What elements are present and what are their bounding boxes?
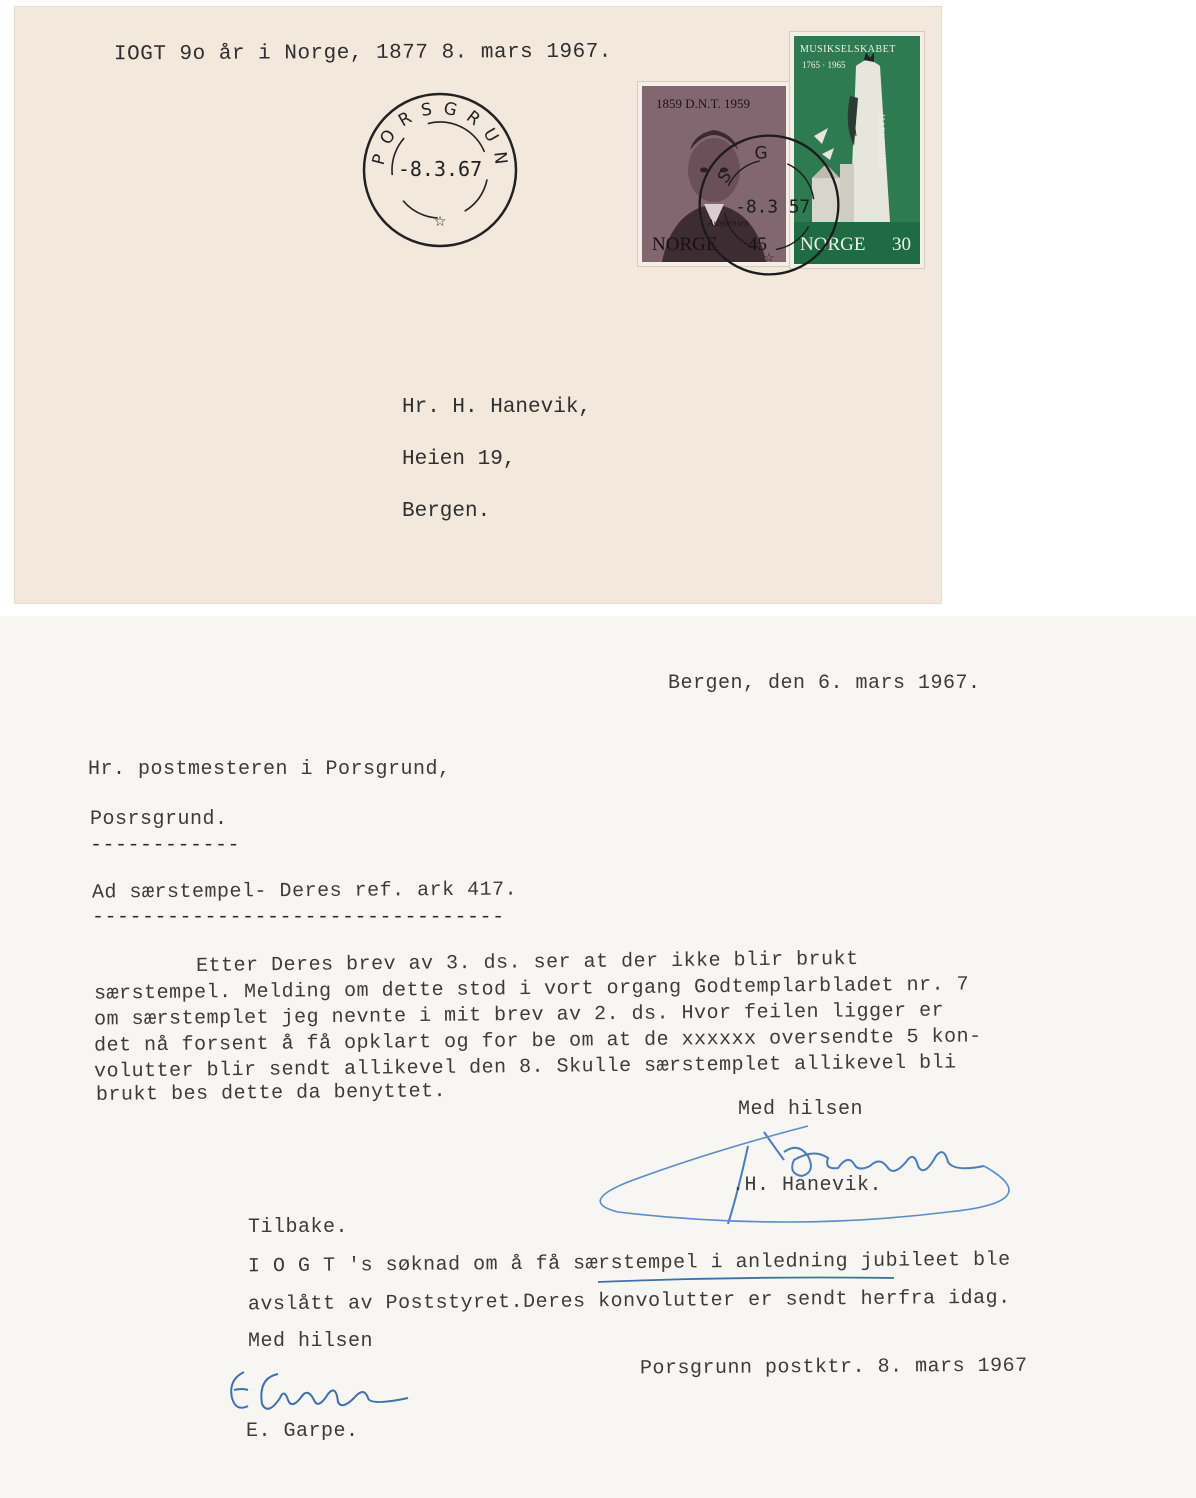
letter-body-line: volutter blir sendt allikevel den 8. Skulle særstemplet allikevel bli	[93, 1051, 957, 1084]
postmark	[360, 90, 520, 250]
svg-text:S G	[713, 142, 779, 187]
reply-line: avslått av Poststyret.Deres konvolutter er sendt herfra idag.	[247, 1286, 1011, 1317]
stamp-cancellation	[694, 130, 844, 280]
letter-subject: Ad særstempel- Deres ref. ark 417.	[91, 878, 518, 905]
postmark-place: PORSGRUN	[368, 98, 512, 176]
envelope	[14, 6, 942, 604]
cancellation-star-icon: ☆	[763, 250, 775, 265]
stamp-dnt-signature: Asbjørnsen	[708, 218, 749, 228]
letter-body-line: særstempel. Melding om dette stod i vort organg Godtemplarbladet nr. 7	[93, 973, 970, 1006]
letter-signer: .H. Hanevik.	[732, 1174, 883, 1197]
letter-city-rule: ------------	[90, 834, 241, 857]
reply-line: I O G T 's søknad om å få særstempel i anledning jubileet ble	[247, 1248, 1011, 1279]
letter-body-line: om særstemplet jeg nevnte i mit brev av 2. ds. Hvor feilen ligger er	[93, 999, 945, 1032]
stamp-harmonien-title: MUSIKSELSKABET	[800, 44, 896, 55]
postmark-star-icon: ☆	[433, 214, 447, 230]
address-street: Heien 19,	[402, 448, 516, 471]
stamp-harmonien-value: 30	[892, 234, 911, 255]
postmark-date: -8.3.67	[397, 157, 483, 181]
envelope-header: IOGT 9o år i Norge, 1877 8. mars 1967.	[113, 40, 612, 67]
letter-recipient: Hr. postmesteren i Porsgrund,	[88, 758, 451, 781]
stamp-dnt-country: NORGE	[652, 234, 718, 255]
reply-closing: Med hilsen	[248, 1330, 374, 1353]
stamp-harmonien-years: 1765 · 1965	[802, 60, 846, 70]
letter-body-line: Etter Deres brev av 3. ds. ser at der ikke blir brukt	[95, 948, 859, 979]
stamp-dnt-years: 1859 D.N.T. 1959	[656, 96, 751, 111]
letter-subject-rule: ---------------------------------	[92, 906, 505, 929]
reply-place-date: Porsgrunn postktr. 8. mars 1967	[639, 1354, 1028, 1381]
garpe-signature	[218, 1358, 418, 1428]
letter-closing: Med hilsen	[738, 1098, 864, 1121]
letter	[0, 616, 1196, 1498]
letter-body-line: brukt bes dette da benyttet.	[95, 1080, 447, 1107]
cancellation-place: S G	[713, 141, 780, 187]
cancellation-date: -8.3 57	[735, 196, 811, 218]
reply-heading: Tilbake.	[248, 1216, 349, 1239]
letter-body-line: det nå forsent å få opklart og for be om at de xxxxxx oversendte 5 kon-	[93, 1025, 982, 1058]
reply-underline	[596, 1274, 896, 1286]
letter-city: Posrsgrund.	[90, 808, 228, 831]
stamp-dnt-value: 45	[748, 234, 767, 255]
letter-date: Bergen, den 6. mars 1967.	[668, 672, 981, 695]
address-name: Hr. H. Hanevik,	[402, 396, 592, 419]
reply-signer: E. Garpe.	[246, 1420, 359, 1443]
address-city: Bergen.	[402, 500, 491, 523]
stamp-harmonien-country: NORGE	[800, 234, 866, 255]
stamp-harmonien-subtitle: HARMONIEN	[876, 114, 886, 169]
